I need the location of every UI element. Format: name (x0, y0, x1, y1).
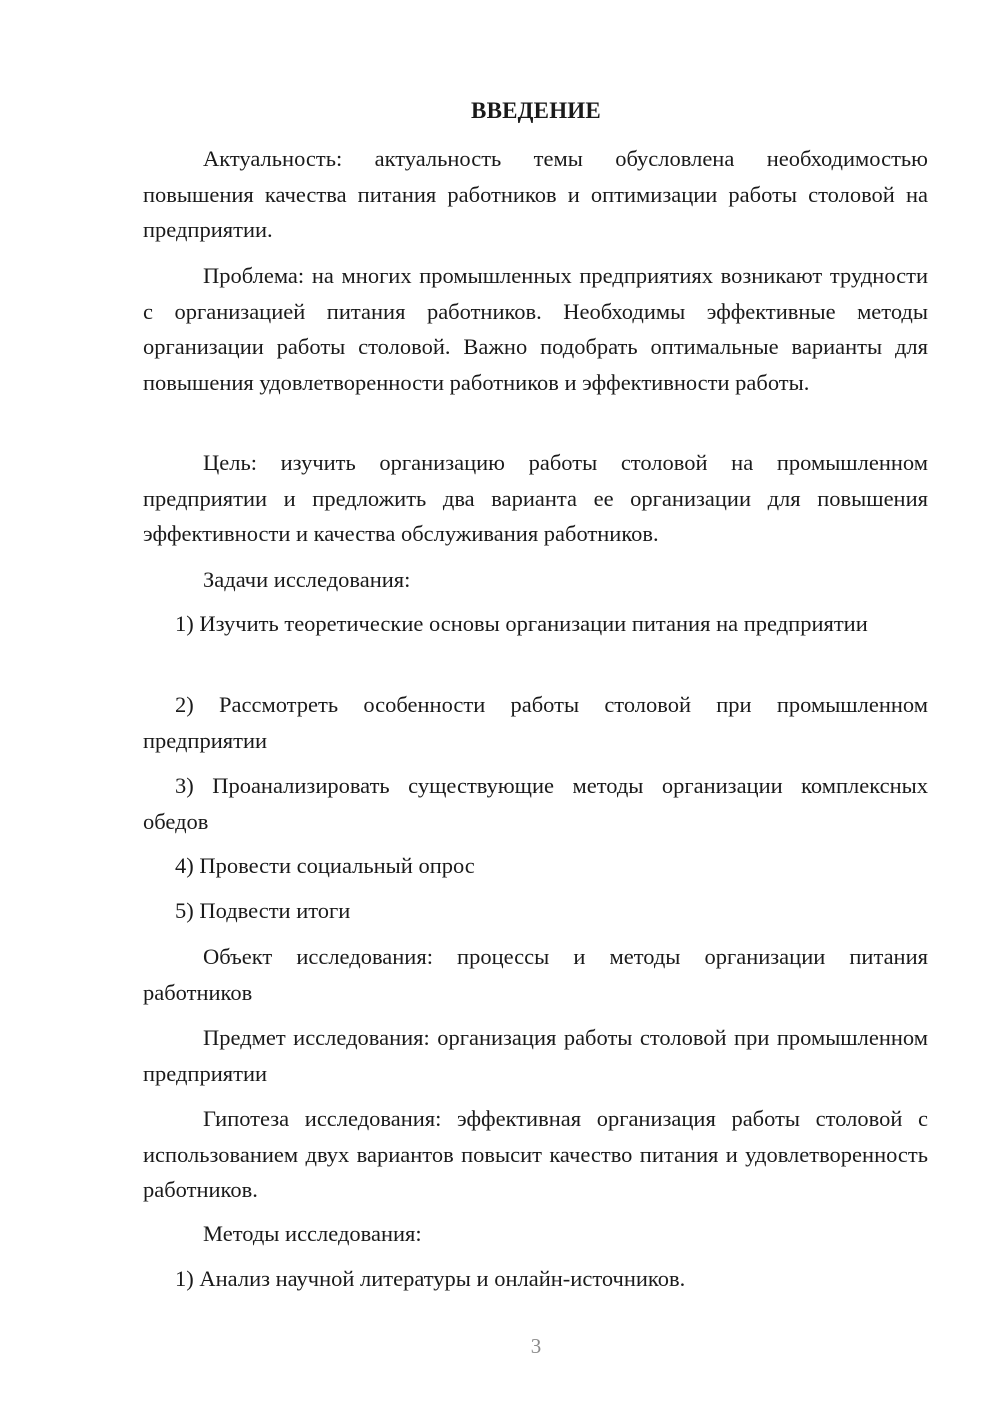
paragraph-subject: Предмет исследования: организация работы столовой при промышленном предприятии (143, 1025, 928, 1086)
task-item-1: 1) Изучить теоретические основы организации питания на предприятии (175, 611, 868, 636)
paragraph-problem: Проблема: на многих промышленных предприятиях возникают трудности с организацией питания работников. Необходимы эффективные методы организации работы столовой. Важно подобрать оптимальные варианты для повышения удовлетворенности работников и эффективности работы. (143, 263, 928, 395)
task-item-5: 5) Подвести итоги (175, 898, 351, 923)
task-item-3: 3) Проанализировать существующие методы организации комплексных обедов (143, 773, 928, 834)
tasks-heading: Задачи исследования: (203, 567, 411, 592)
page-number: 3 (530, 1334, 542, 1358)
methods-heading: Методы исследования: (203, 1221, 422, 1246)
task-item-2: 2) Рассмотреть особенности работы столовой при промышленном предприятии (143, 692, 928, 753)
task-item-4: 4) Провести социальный опрос (175, 853, 475, 878)
paragraph-relevance: Актуальность: актуальность темы обусловлена необходимостью повышения качества питания работников и оптимизации работы столовой на предприятии. (143, 146, 928, 242)
paragraph-object: Объект исследования: процессы и методы организации питания работников (143, 944, 928, 1005)
page-title: ВВЕДЕНИЕ (471, 98, 601, 123)
method-item-1: 1) Анализ научной литературы и онлайн-источников. (175, 1266, 686, 1291)
paragraph-goal: Цель: изучить организацию работы столовой на промышленном предприятии и предложить два варианта ее организации для повышения эффективности и качества обслуживания работников. (143, 450, 928, 546)
paragraph-hypothesis: Гипотеза исследования: эффективная организация работы столовой с использованием двух вариантов повысит качество питания и удовлетворенность работников. (143, 1106, 928, 1202)
